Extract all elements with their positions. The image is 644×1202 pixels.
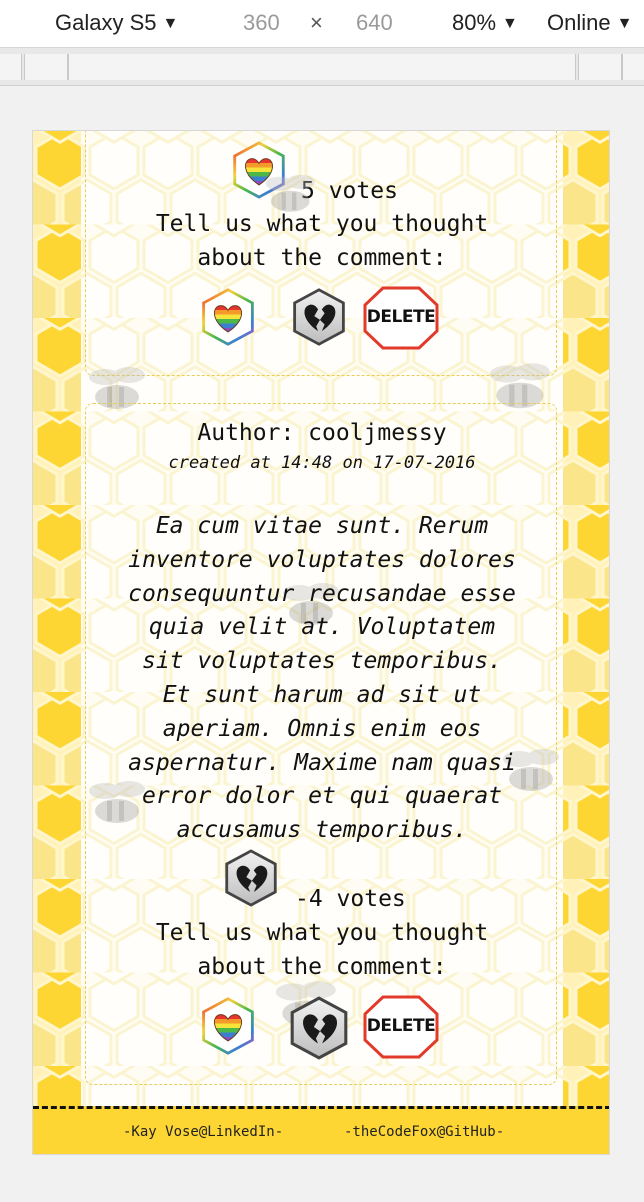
zoom-label: 80% — [452, 10, 497, 35]
rainbow-heart-icon — [198, 287, 258, 347]
downvote-button[interactable] — [287, 995, 351, 1061]
comment-body-line: Et sunt harum ad sit ut — [162, 681, 482, 708]
media-query-segment[interactable] — [24, 54, 68, 80]
downvote-button[interactable] — [289, 287, 349, 347]
chevron-down-icon: ▼ — [616, 15, 633, 32]
bee-icon — [257, 171, 327, 221]
height-input[interactable]: 640 — [356, 10, 393, 35]
comment-body-line: quia velit at. Voluptatem — [148, 614, 496, 641]
delete-label: DELETE — [366, 307, 436, 327]
comment-body-line: aspernatur. Maxime nam quasi — [128, 749, 516, 776]
footer-divider — [33, 1106, 610, 1109]
page-footer — [33, 1106, 610, 1155]
upvote-button[interactable] — [198, 287, 258, 347]
network-label: Online — [547, 10, 611, 35]
comment-body — [93, 510, 551, 848]
device-toolbar — [0, 0, 644, 48]
delete-button[interactable] — [361, 994, 441, 1060]
comment-body-line: sit voluptates temporibus. — [141, 648, 503, 675]
comment-body-line: inventore voluptates dolores — [128, 546, 516, 573]
rainbow-heart-icon — [198, 996, 258, 1056]
close-icon: × — [310, 10, 323, 35]
media-query-segment[interactable] — [68, 54, 576, 80]
device-label: Galaxy S5 — [55, 10, 157, 35]
feedback-prompt: Tell us what you thought — [155, 920, 489, 946]
broken-heart-icon — [223, 847, 279, 909]
feedback-prompt: about the comment: — [197, 245, 447, 271]
media-query-bar — [0, 48, 644, 86]
zoom-select[interactable] — [452, 10, 518, 36]
github-link[interactable]: -theCodeFox@GitHub- — [344, 1124, 505, 1140]
media-query-segment[interactable] — [622, 54, 644, 80]
chevron-down-icon: ▼ — [162, 15, 179, 32]
device-viewport — [32, 130, 610, 1155]
comment-body-line: Ea cum vitae sunt. Rerum — [155, 513, 489, 539]
broken-heart-icon — [287, 995, 351, 1061]
comment-body-line: aperiam. Omnis enim eos — [162, 715, 482, 742]
feedback-prompt: about the comment: — [197, 954, 447, 980]
comment-body-line: accusamus temporibus. — [176, 817, 468, 844]
upvote-button[interactable] — [198, 996, 258, 1056]
chevron-down-icon: ▼ — [502, 15, 518, 32]
broken-heart-icon — [289, 287, 349, 347]
delete-button[interactable] — [361, 285, 441, 351]
media-query-segment[interactable] — [0, 54, 22, 80]
linkedin-link[interactable]: -Kay Vose@LinkedIn- — [123, 1124, 284, 1140]
network-select[interactable] — [547, 10, 632, 36]
width-input[interactable]: 360 — [243, 10, 280, 35]
comment-timestamp: created at 14:48 on 17-07-2016 — [168, 453, 476, 473]
comment-body-line: consequuntur recusandae esse — [128, 580, 516, 607]
comment-author: Author: cooljmessy — [197, 420, 447, 446]
vote-count: 5 votes — [301, 178, 398, 204]
delete-label: DELETE — [366, 1016, 436, 1036]
comment-body-line: error dolor et qui quaerat — [141, 783, 503, 810]
vote-count: -4 votes — [295, 886, 406, 912]
device-select[interactable] — [55, 10, 178, 36]
feedback-prompt: Tell us what you thought — [155, 211, 489, 237]
media-query-segment[interactable] — [578, 54, 622, 80]
